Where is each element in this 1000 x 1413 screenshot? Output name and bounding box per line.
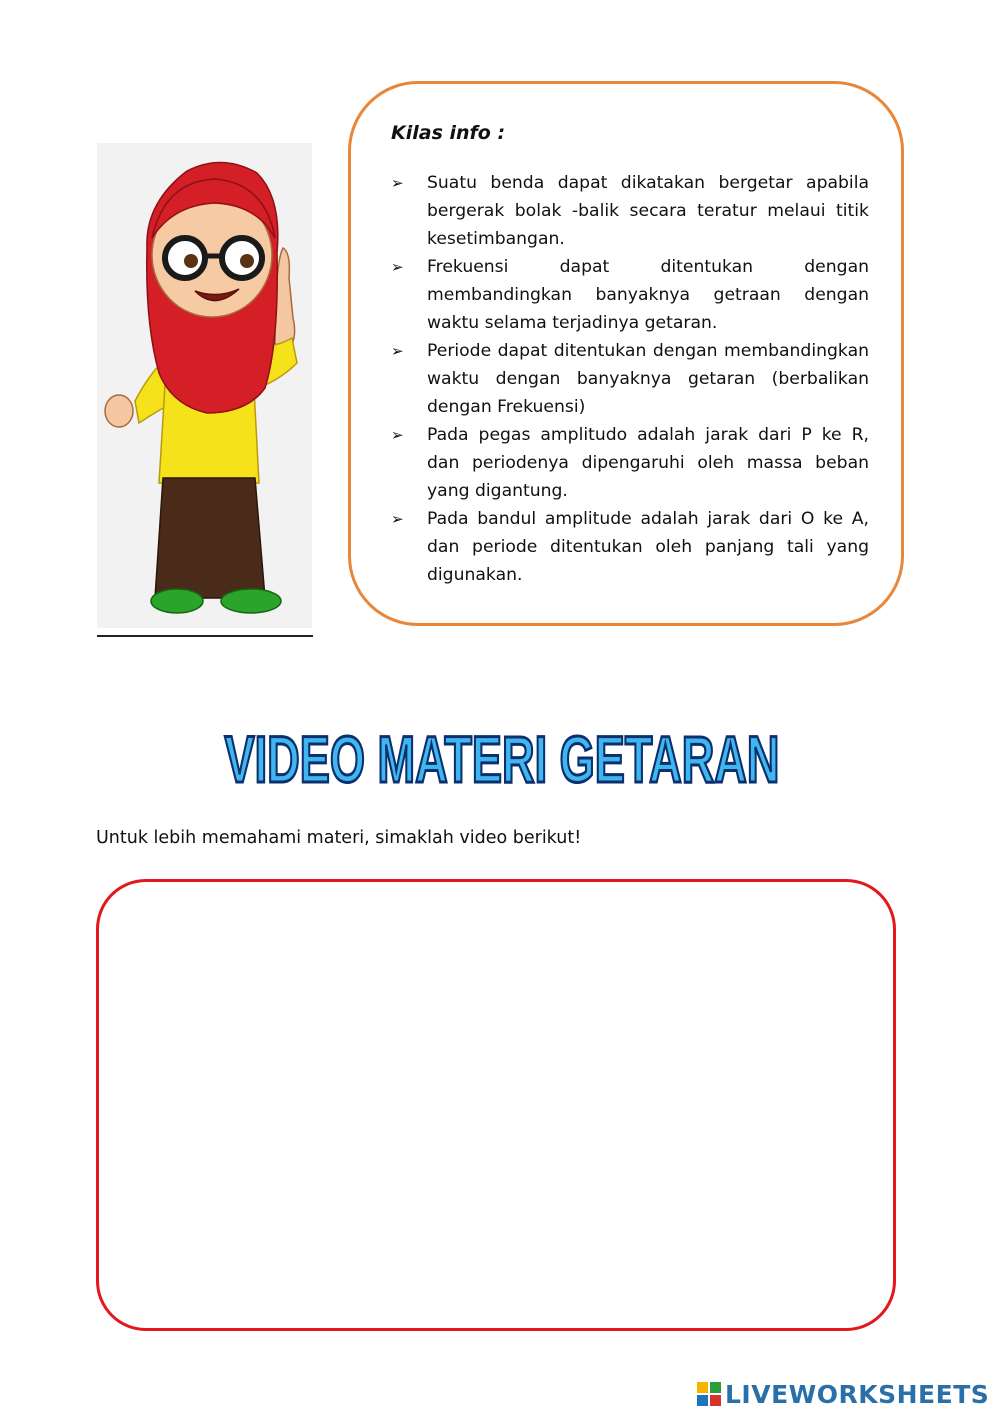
video-title-text: VIDEO MATERI GETARAN <box>224 722 780 796</box>
video-instruction: Untuk lebih memahami materi, simaklah video berikut! <box>96 828 582 848</box>
arrow-bullet-icon: ➢ <box>391 174 404 192</box>
girl-character-illustration <box>97 143 312 628</box>
info-title: Kilas info : <box>391 122 506 144</box>
info-item <box>391 253 869 337</box>
arrow-bullet-icon: ➢ <box>391 342 404 360</box>
info-item-text: Suatu benda dapat dikatakan bergetar apabila bergerak bolak -balik secara teratur melaui titik kesetimbangan. <box>427 173 869 249</box>
info-item-text: Pada bandul amplitude adalah jarak dari O ke A, dan periode ditentukan oleh panjang tali yang digunakan. <box>427 509 869 585</box>
video-title-wordart <box>220 700 785 795</box>
liveworksheets-brand <box>697 1378 989 1410</box>
arrow-bullet-icon: ➢ <box>391 258 404 276</box>
info-item <box>391 421 869 505</box>
character-underline <box>97 635 313 637</box>
info-item-text: Frekuensi dapat ditentukan dengan membandingkan banyaknya getraan dengan waktu selama terjadinya getaran. <box>427 257 869 333</box>
brand-name: LIVEWORKSHEETS <box>725 1379 990 1409</box>
info-item <box>391 337 869 421</box>
info-item <box>391 169 869 253</box>
info-list <box>391 169 869 589</box>
video-embed-area[interactable] <box>96 879 896 1331</box>
girl-character-drawing <box>97 143 312 628</box>
info-item <box>391 505 869 589</box>
arrow-bullet-icon: ➢ <box>391 510 404 528</box>
arrow-bullet-icon: ➢ <box>391 426 404 444</box>
info-box <box>348 81 904 626</box>
liveworksheets-logo-icon <box>697 1382 721 1406</box>
info-item-text: Periode dapat ditentukan dengan membandingkan waktu dengan banyaknya getaran (berbalikan dengan Frekuensi) <box>427 341 869 417</box>
info-item-text: Pada pegas amplitudo adalah jarak dari P ke R, dan periodenya dipengaruhi oleh massa beban yang digantung. <box>427 425 869 501</box>
